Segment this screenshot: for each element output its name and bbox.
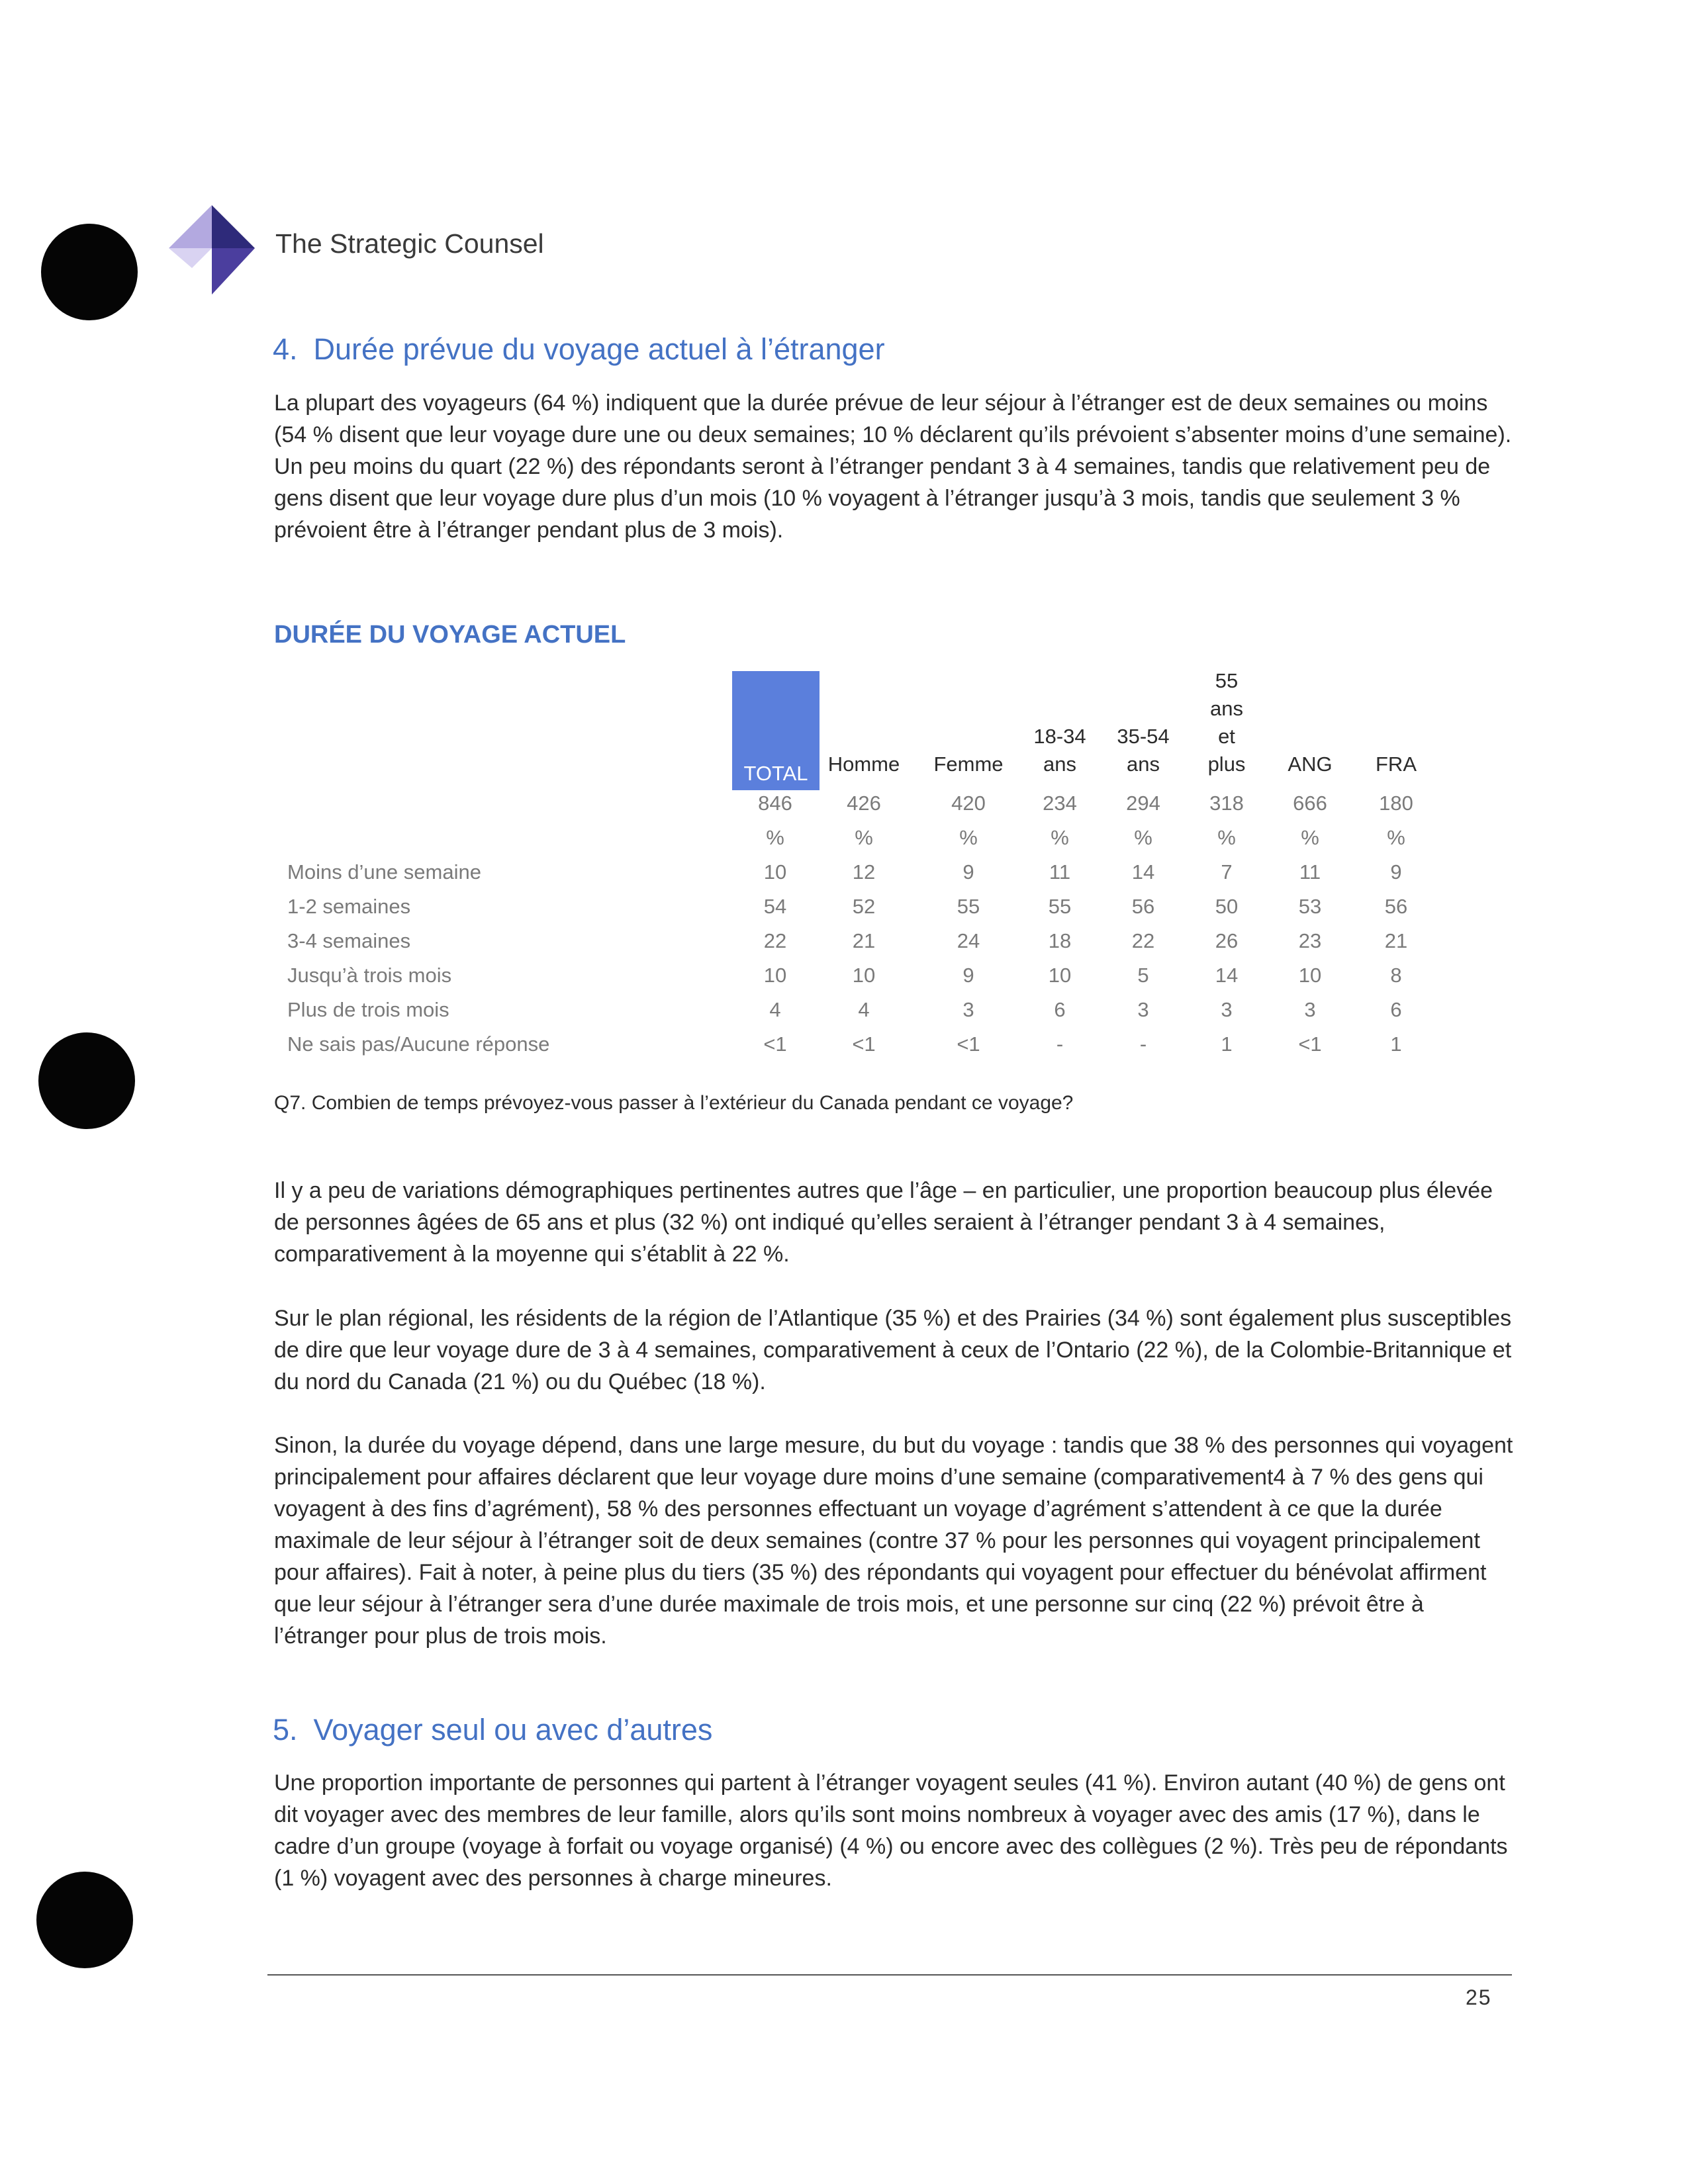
section-title-text: Voyager seul ou avec d’autres (313, 1713, 713, 1747)
table-cell: 9 (962, 964, 974, 987)
table-cell: 3 (1137, 998, 1149, 1021)
table-cell: 3 (962, 998, 974, 1021)
survey-question-note: Q7. Combien de temps prévoyez-vous passer à l’extérieur du Canada pendant ce voyage? (274, 1092, 1074, 1114)
column-base-n: 666 (1293, 792, 1327, 815)
section-4-title (273, 332, 885, 367)
section-number: 5. (273, 1713, 298, 1747)
table-cell: 52 (852, 895, 876, 918)
table-cell: 10 (852, 964, 876, 987)
binder-hole (41, 224, 138, 320)
row-label: 1-2 semaines (287, 895, 411, 918)
table-cell: 55 (957, 895, 980, 918)
section-number: 4. (273, 332, 298, 366)
column-unit: % (1051, 826, 1069, 849)
table-cell: 6 (1054, 998, 1066, 1021)
column-header: ANG (1288, 752, 1333, 776)
row-label: Moins d’une semaine (287, 860, 481, 884)
table-cell: 14 (1131, 860, 1155, 884)
table-cell: 56 (1384, 895, 1408, 918)
column-header: 35-54 ans (1117, 725, 1170, 776)
table-cell: <1 (852, 1032, 876, 1056)
brand-name: The Strategic Counsel (275, 228, 544, 259)
table-cell: 55 (1048, 895, 1072, 918)
column-header: 55 ans et plus (1207, 669, 1246, 776)
column-base-n: 234 (1043, 792, 1077, 815)
table-cell: 4 (858, 998, 870, 1021)
table-cell: 7 (1221, 860, 1233, 884)
table-cell: 10 (1298, 964, 1322, 987)
body-paragraph: Sur le plan régional, les résidents de la région de l’Atlantique (35 %) et des Prairies (34 %) sont également plus susceptibles de dire que leur voyage dure de 3 à 4 semaines, comparativement à ceux de l’Ontario (22 %), de la Colombie-Britannique et du nord du Canada (21 %) ou du Québec (18 %). (274, 1306, 1512, 1394)
column-base-n: 180 (1379, 792, 1413, 815)
table-cell: 56 (1131, 895, 1155, 918)
table-cell: 23 (1298, 929, 1322, 952)
table-cell: 26 (1215, 929, 1239, 952)
page-number: 25 (1466, 1985, 1492, 2009)
column-header: TOTAL (732, 671, 820, 790)
table-cell: 18 (1048, 929, 1072, 952)
table-cell: 22 (763, 929, 787, 952)
column-base-n: 426 (847, 792, 881, 815)
column-header: Homme (827, 752, 900, 776)
body-paragraph: Sinon, la durée du voyage dépend, dans une large mesure, du but du voyage : tandis que 38 % des personnes qui voyagent principalement pour affaires déclarent que leur voyage dure moins d’une semaine (comparativement4 à 7 % des gens qui voyagent à des fins d’agrément), 58 % des personnes effectuant un voyage d’agrément s’attendent à ce que la durée maximale de leur séjour à l’étranger soit de deux semaines (contre 37 % pour les personnes qui voyagent principalement pour affaires). Fait à noter, à peine plus du tiers (35 %) des répondants qui voyagent pour effectuer du bénévolat affirment que leur séjour à l’étranger sera d’une durée maximale de trois mois, et une personne sur cinq (22 %) prévoit être à l’étranger pour plus de trois mois. (274, 1433, 1513, 1649)
table-cell: 1 (1390, 1032, 1402, 1056)
column-unit: % (766, 826, 784, 849)
column-base-n: 846 (758, 792, 792, 815)
section-4-intro: La plupart des voyageurs (64 %) indiquent que la durée prévue de leur séjour à l’étranger est de deux semaines ou moins (54 % disent que leur voyage dure une ou deux semaines; 10 % déclarent qu’ils prévoient s’absenter moins d’une semaine). Un peu moins du quart (22 %) des répondants seront à l’étranger pendant 3 à 4 semaines, tandis que relativement peu de gens disent que leur voyage dure plus d’un mois (10 % voyagent à l’étranger jusqu’à 3 mois, tandis que seulement 3 % prévoient être à l’étranger pendant plus de 3 mois). (274, 390, 1512, 543)
column-unit: % (1134, 826, 1152, 849)
table-cell: 8 (1390, 964, 1402, 987)
row-label: Plus de trois mois (287, 998, 449, 1021)
table-title: DURÉE DU VOYAGE ACTUEL (274, 621, 626, 649)
table-cell: 3 (1221, 998, 1233, 1021)
row-label: 3-4 semaines (287, 929, 411, 952)
diamond-arrow-logo-icon (165, 202, 258, 298)
table-cell: <1 (763, 1032, 787, 1056)
column-base-n: 420 (951, 792, 986, 815)
body-paragraph: Il y a peu de variations démographiques pertinentes autres que l’âge – en particulier, une proportion beaucoup plus élevée de personnes âgées de 65 ans et plus (32 %) ont indiqué qu’elles seraient à l’étranger pendant 3 à 4 semaines, comparativement à la moyenne qui s’établit à 22 %. (274, 1178, 1493, 1267)
section-5-intro: Une proportion importante de personnes qui partent à l’étranger voyagent seules (41 %). Environ autant (40 %) de gens ont dit voyager avec des membres de leur famille, alors qu’ils sont moins nombreux à voyager avec des amis (17 %), dans le cadre d’un groupe (voyage à forfait ou voyage organisé) (4 %) ou encore avec des collègues (2 %). Très peu de répondants (1 %) voyagent avec des personnes à charge mineures. (274, 1770, 1508, 1891)
table-cell: 9 (1390, 860, 1402, 884)
column-header: 18-34 ans (1033, 725, 1086, 776)
table-cell: 11 (1049, 860, 1071, 884)
column-header: FRA (1376, 752, 1417, 776)
column-unit: % (855, 826, 873, 849)
row-label: Jusqu’à trois mois (287, 964, 452, 987)
table-cell: 10 (763, 860, 787, 884)
table-cell: - (1056, 1032, 1064, 1056)
table-cell: 24 (957, 929, 980, 952)
table-cell: 10 (763, 964, 787, 987)
table-cell: 10 (1048, 964, 1072, 987)
table-cell: 22 (1131, 929, 1155, 952)
table-cell: 4 (769, 998, 781, 1021)
table-cell: <1 (1298, 1032, 1322, 1056)
binder-hole (38, 1032, 135, 1129)
table-cell: 3 (1304, 998, 1316, 1021)
table-cell: 1 (1221, 1032, 1233, 1056)
table-cell: 11 (1299, 860, 1321, 884)
table-cell: 9 (962, 860, 974, 884)
footer-divider (267, 1974, 1512, 1976)
table-cell: <1 (957, 1032, 980, 1056)
column-header: Femme (933, 752, 1004, 776)
column-base-n: 294 (1126, 792, 1160, 815)
column-base-n: 318 (1209, 792, 1244, 815)
table-cell: 21 (852, 929, 876, 952)
section-5-title (273, 1713, 712, 1747)
binder-hole (36, 1872, 133, 1968)
table-cell: 5 (1137, 964, 1149, 987)
column-unit: % (1387, 826, 1405, 849)
section-title-text: Durée prévue du voyage actuel à l’étranger (313, 332, 885, 366)
table-cell: 53 (1298, 895, 1322, 918)
table-cell: 50 (1215, 895, 1239, 918)
row-label: Ne sais pas/Aucune réponse (287, 1032, 550, 1056)
table-cell: 6 (1390, 998, 1402, 1021)
table-cell: 12 (852, 860, 876, 884)
table-cell: - (1139, 1032, 1147, 1056)
table-cell: 54 (763, 895, 787, 918)
table-cell: 21 (1384, 929, 1408, 952)
column-unit: % (959, 826, 978, 849)
table-cell: 14 (1215, 964, 1239, 987)
column-unit: % (1301, 826, 1319, 849)
column-unit: % (1217, 826, 1236, 849)
